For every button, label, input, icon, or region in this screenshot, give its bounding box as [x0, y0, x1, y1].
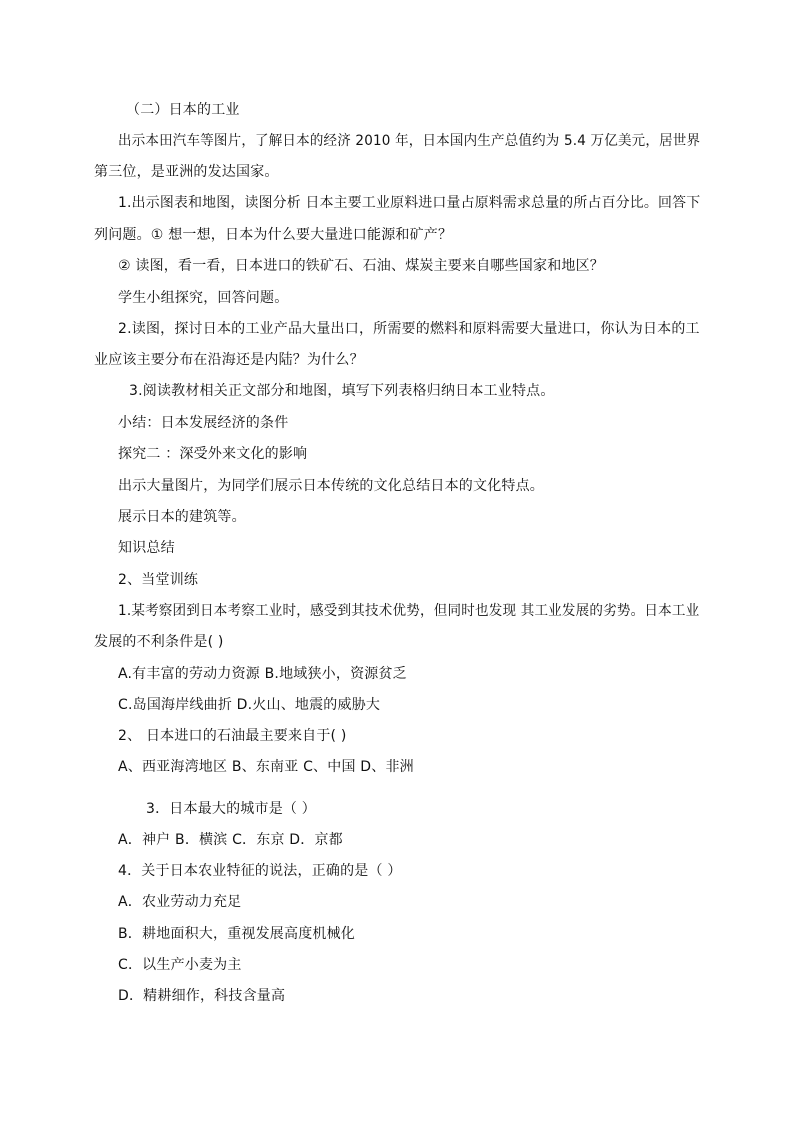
- question-4-option-c: C．以生产小麦为主: [118, 957, 242, 973]
- question-1-line-1: 1.某考察团到日本考察工业时，感受到其技术优势，但同时也发现 其工业发展的劣势。日本工业: [118, 603, 700, 619]
- question-4-option-d: D．精耕细作，科技含量高: [118, 988, 286, 1004]
- practice-heading: 2、当堂训练: [118, 572, 199, 588]
- question-1-option-line-1: A.有丰富的劳动力资源 B.地域狭小，资源贫乏: [118, 666, 407, 682]
- activity-2-line-2: 业应该主要分布在沿海还是内陆？为什么？: [94, 352, 364, 368]
- activity-1-line-3: ② 读图，看一看，日本进口的铁矿石、石油、煤炭主要来自哪些国家和地区？: [118, 258, 604, 274]
- question-4-option-a: A．农业劳动力充足: [118, 894, 242, 910]
- question-2-options: A、西亚海湾地区 B、东南亚 C、中国 D、非洲: [118, 759, 414, 775]
- activity-1-line-1: 1.出示图表和地图，读图分析 日本主要工业原料进口量占原料需求总量的所占百分比。回答下: [118, 195, 701, 211]
- culture-line-2: 展示日本的建筑等。: [118, 509, 246, 525]
- knowledge-summary: 知识总结: [118, 540, 175, 556]
- intro-line-1: 出示本田汽车等图片，了解日本的经济 2010 年，日本国内生产总值约为 5.4 万亿美元，居世界: [118, 133, 701, 149]
- question-3-stem: 3．日本最大的城市是（ ）: [146, 801, 316, 817]
- activity-3: 3.阅读教材相关正文部分和地图，填写下列表格归纳日本工业特点。: [129, 383, 555, 399]
- culture-line-1: 出示大量图片，为同学们展示日本传统的文化总结日本的文化特点。: [118, 478, 544, 494]
- question-2-stem: 2、 日本进口的石油最主要来自于( ): [118, 728, 347, 744]
- summary: 小结：日本发展经济的条件: [118, 415, 289, 431]
- group-work: 学生小组探究，回答问题。: [118, 290, 289, 306]
- question-4-option-b: B．耕地面积大，重视发展高度机械化: [118, 926, 356, 942]
- explore-2-heading: 探究二 ：深受外来文化的影响: [118, 446, 308, 462]
- question-1-line-2: 发展的不利条件是( ): [94, 634, 224, 650]
- intro-line-2: 第三位，是亚洲的发达国家。: [94, 164, 279, 180]
- question-3-options: A．神户 B．横滨 C．东京 D．京都: [118, 832, 343, 848]
- question-4-stem: 4．关于日本农业特征的说法，正确的是（ ）: [118, 863, 402, 879]
- section-title: （二）日本的工业: [126, 102, 240, 118]
- question-1-option-line-2: C.岛国海岸线曲折 D.火山、地震的威胁大: [118, 697, 381, 713]
- activity-2-line-1: 2.读图，探讨日本的工业产品大量出口，所需要的燃料和原料需要大量进口，你认为日本的工: [118, 321, 700, 337]
- activity-1-line-2: 列问题。① 想一想，日本为什么要大量进口能源和矿产？: [94, 227, 453, 243]
